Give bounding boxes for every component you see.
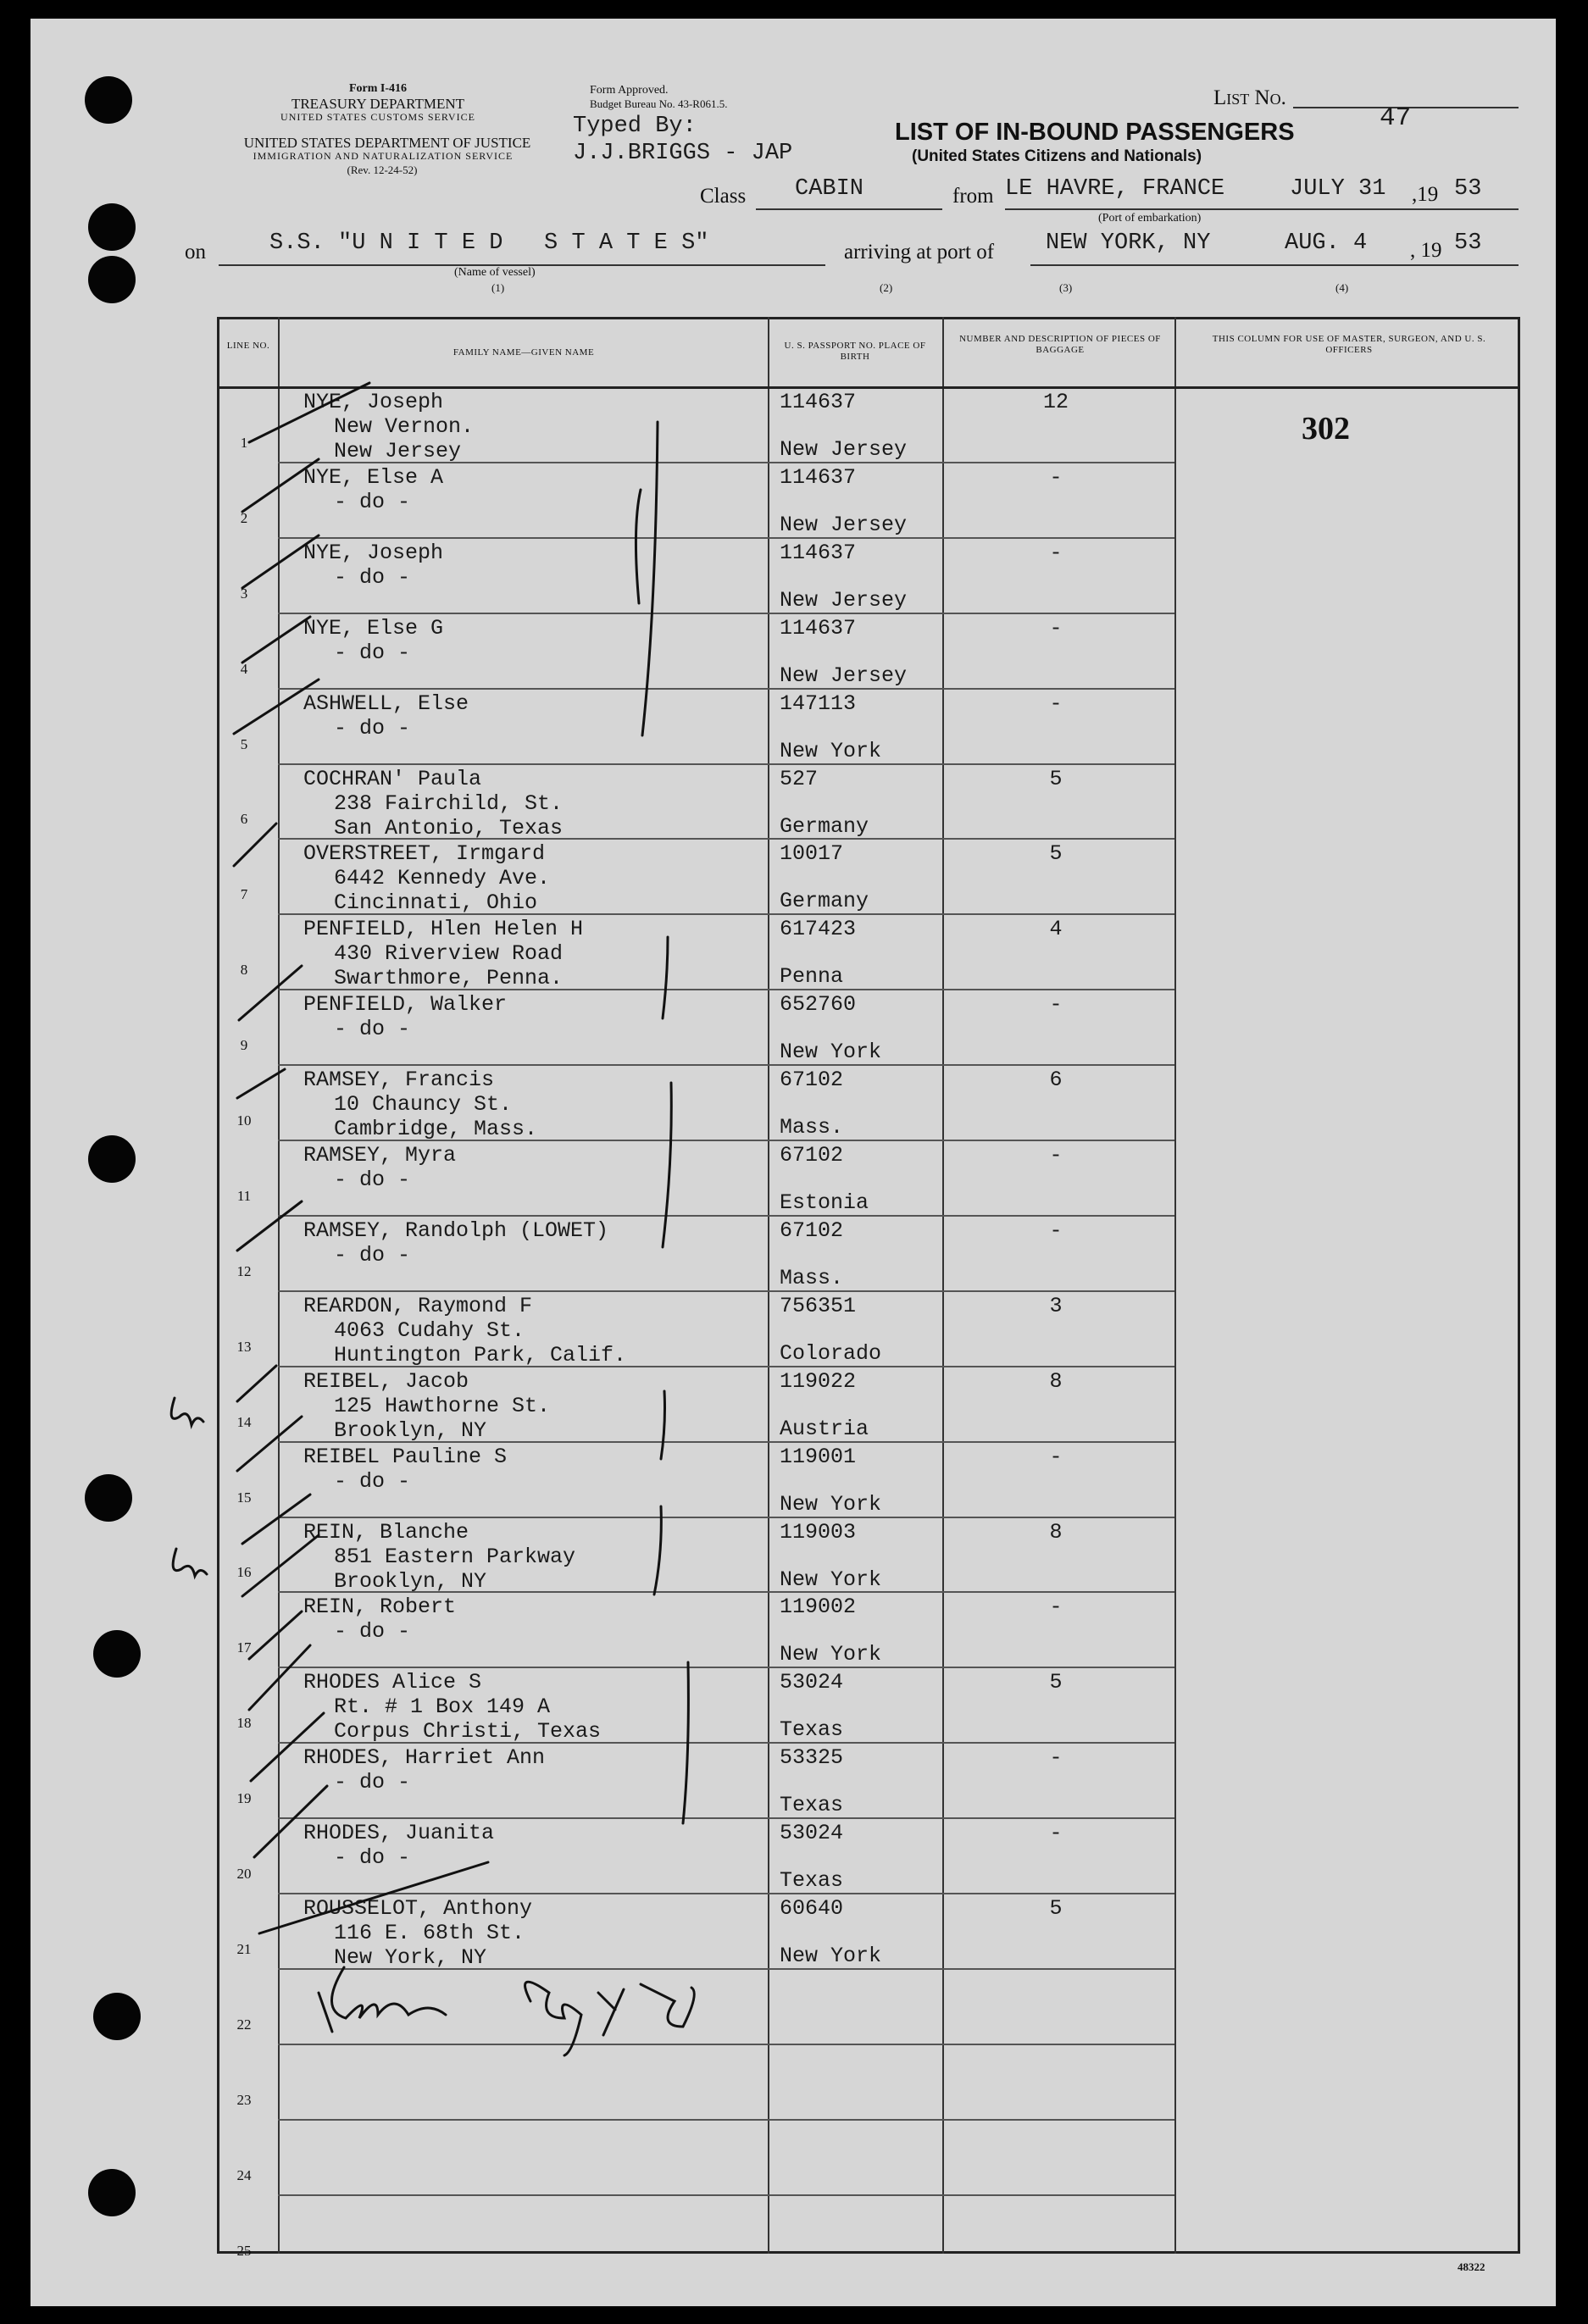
class-label: Class	[700, 185, 747, 208]
passport-number: 114637	[780, 615, 857, 641]
baggage-count: -	[1049, 1821, 1063, 1846]
passenger-name: RAMSEY, Myra	[303, 1143, 457, 1168]
passport-number: 67102	[780, 1068, 844, 1093]
passport-number: 114637	[780, 540, 857, 565]
passenger-name: REIN, Blanche	[303, 1519, 469, 1545]
baggage-count: -	[1049, 1745, 1063, 1771]
line-number: 21	[236, 1940, 252, 1957]
passport-number: 60640	[780, 1896, 844, 1921]
passenger-name: NYE, Joseph	[303, 540, 444, 565]
passport-number: 527	[780, 766, 819, 791]
col1-marker: (1)	[491, 281, 505, 294]
place-of-birth: New York	[780, 1491, 882, 1517]
passenger-address-line2: San Antonio, Texas	[334, 815, 564, 840]
arrival-date: AUG. 4	[1285, 230, 1368, 256]
line-number: 13	[236, 1338, 252, 1355]
col-officers: THIS COLUMN FOR USE OF MASTER, SURGEON, AND U. S. OFFICERS	[1212, 334, 1486, 355]
passenger-address-line1: 430 Riverview Road	[334, 941, 564, 967]
justice-dept: UNITED STATES DEPARTMENT OF JUSTICE	[243, 135, 531, 151]
passport-number: 119003	[780, 1519, 857, 1545]
passenger-address-line2: Cambridge, Mass.	[334, 1117, 538, 1142]
place-of-birth: New Jersey	[780, 663, 908, 688]
place-of-birth: Texas	[780, 1868, 844, 1894]
arriving-label: arriving at port of	[844, 241, 995, 263]
passenger-name: COCHRAN' Paula	[303, 766, 482, 791]
from-label: from	[952, 185, 994, 208]
line-number: 9	[240, 1037, 248, 1054]
passenger-name: RHODES, Harriet Ann	[303, 1745, 546, 1771]
passport-number: 10017	[780, 841, 844, 867]
punch-hole	[88, 1135, 136, 1183]
baggage-count: -	[1049, 540, 1063, 565]
place-of-birth: New York	[780, 1642, 882, 1667]
passenger-address-line2: Cincinnati, Ohio	[334, 890, 538, 916]
embarkation-year: 53	[1454, 176, 1482, 202]
baggage-count: -	[1049, 464, 1063, 490]
handwritten-check-marks	[31, 19, 1556, 2306]
passenger-address-line1: - do -	[334, 1619, 411, 1645]
passenger-address-line1: 125 Hawthorne St.	[334, 1393, 551, 1418]
col4-marker: (4)	[1335, 281, 1349, 294]
list-no-label: List No.	[1213, 86, 1286, 109]
punch-hole	[88, 2169, 136, 2216]
line-number: 1	[240, 434, 248, 451]
line-number: 18	[236, 1715, 252, 1732]
line-number: 22	[236, 2016, 252, 2033]
line-number: 25	[236, 2242, 252, 2259]
place-of-birth: Texas	[780, 1717, 844, 1743]
passenger-name: OVERSTREET, Irmgard	[303, 841, 546, 867]
revision: (Rev. 12-24-52)	[347, 164, 418, 176]
punch-hole	[88, 256, 136, 303]
place-of-birth: Texas	[780, 1793, 844, 1818]
passenger-address-line1: 6442 Kennedy Ave.	[334, 866, 551, 891]
passenger-name: REIBEL Pauline S	[303, 1444, 508, 1469]
baggage-count: 5	[1049, 841, 1063, 867]
line-number: 23	[236, 2091, 252, 2108]
passenger-address-line2: Brooklyn, NY	[334, 1417, 487, 1443]
passenger-address-line1: 116 E. 68th St.	[334, 1921, 525, 1945]
passport-number: 53325	[780, 1745, 844, 1771]
passenger-class: CABIN	[795, 176, 864, 202]
baggage-count: 5	[1049, 1896, 1063, 1921]
baggage-count: 6	[1049, 1068, 1063, 1093]
passenger-address-line1: 851 Eastern Parkway	[334, 1544, 576, 1569]
passenger-address-line1: Rt. # 1 Box 149 A	[334, 1694, 551, 1720]
document-title: LIST OF IN-BOUND PASSENGERS	[895, 119, 1295, 146]
passenger-name: NYE, Else A	[303, 464, 444, 490]
port-of-embarkation: LE HAVRE, FRANCE	[1005, 176, 1225, 202]
baggage-count: 12	[1042, 390, 1069, 414]
line-number: 6	[240, 811, 248, 828]
passenger-address-line1: - do -	[334, 564, 411, 590]
line-number: 12	[236, 1262, 252, 1279]
passport-number: 114637	[780, 390, 857, 414]
passenger-address-line2: Huntington Park, Calif.	[334, 1342, 627, 1367]
passenger-name: PENFIELD, Hlen Helen H	[303, 917, 584, 942]
baggage-count: -	[1049, 1444, 1063, 1469]
passenger-address-line1: - do -	[334, 1168, 411, 1192]
baggage-count: 3	[1049, 1293, 1063, 1318]
passport-number: 147113	[780, 691, 857, 716]
passport-number: 114637	[780, 464, 857, 490]
passenger-name: REIN, Robert	[303, 1595, 457, 1620]
place-of-birth: Estonia	[780, 1190, 869, 1215]
place-of-birth: New Jersey	[780, 437, 908, 462]
line-number: 20	[236, 1866, 252, 1882]
passenger-address-line1: 4063 Cudahy St.	[334, 1317, 525, 1343]
passport-number: 119022	[780, 1368, 857, 1394]
baggage-count: -	[1049, 1143, 1063, 1168]
passport-number: 53024	[780, 1670, 844, 1695]
baggage-count: 8	[1049, 1519, 1063, 1545]
on-label: on	[185, 241, 206, 263]
punch-hole	[85, 76, 132, 124]
typed-by-label: Typed By:	[573, 114, 697, 139]
line-number: 24	[236, 2166, 252, 2183]
place-of-birth: New York	[780, 1040, 882, 1065]
place-of-birth: New York	[780, 1567, 882, 1592]
col-line-no: LINE NO.	[226, 341, 270, 351]
document-subtitle: (United States Citizens and Nationals)	[912, 147, 1202, 165]
line-number: 2	[240, 509, 248, 526]
place-of-birth: Germany	[780, 813, 869, 839]
passport-number: 119001	[780, 1444, 857, 1469]
baggage-count: -	[1049, 992, 1063, 1018]
place-of-birth: New Jersey	[780, 587, 908, 613]
treasury-dept: TREASURY DEPARTMENT	[291, 96, 465, 112]
baggage-count: -	[1049, 615, 1063, 641]
line-number: 15	[236, 1489, 252, 1506]
baggage-count: -	[1049, 1217, 1063, 1243]
place-of-birth: New York	[780, 1944, 882, 1968]
customs-service: UNITED STATES CUSTOMS SERVICE	[280, 111, 475, 123]
line-number: 16	[236, 1564, 252, 1581]
col-passport: U. S. PASSPORT NO. PLACE OF BIRTH	[784, 341, 926, 362]
passport-number: 67102	[780, 1143, 844, 1168]
col3-marker: (3)	[1059, 281, 1073, 294]
place-of-birth: Mass.	[780, 1115, 844, 1140]
passenger-address-line1: - do -	[334, 715, 411, 740]
vessel-caption: (Name of vessel)	[454, 266, 536, 279]
officer-note: 302	[1302, 411, 1350, 446]
line-number: 17	[236, 1639, 252, 1656]
place-of-birth: New Jersey	[780, 512, 908, 537]
place-of-birth: Colorado	[780, 1340, 882, 1366]
embarkation-year-prefix: ,19	[1412, 183, 1439, 206]
passenger-address-line2: Brooklyn, NY	[334, 1568, 487, 1594]
line-number: 11	[236, 1187, 252, 1204]
vessel-name: S.S. "U N I T E D S T A T E S"	[269, 230, 709, 256]
budget-bureau: Budget Bureau No. 43-R061.5.	[590, 97, 728, 110]
list-no: 47	[1380, 103, 1412, 133]
passenger-name: ROUSSELOT, Anthony	[303, 1896, 533, 1921]
embarkation-date: JULY 31	[1290, 176, 1386, 202]
baggage-count: 5	[1049, 766, 1063, 791]
place-of-birth: New York	[780, 738, 882, 763]
place-of-birth: Mass.	[780, 1265, 844, 1290]
line-number: 10	[236, 1112, 252, 1129]
passenger-address-line2: Corpus Christi, Texas	[334, 1719, 602, 1744]
passenger-address-line2: Swarthmore, Penna.	[334, 966, 564, 991]
passenger-name: ASHWELL, Else	[303, 691, 469, 716]
passport-number: 756351	[780, 1293, 857, 1318]
place-of-birth: Austria	[780, 1416, 869, 1441]
punch-hole	[93, 1630, 141, 1678]
line-number: 3	[240, 585, 248, 602]
line-number: 19	[236, 1790, 252, 1807]
passenger-address-line1: - do -	[334, 1770, 411, 1795]
line-number: 8	[240, 962, 248, 979]
form-approved: Form Approved.	[590, 84, 669, 97]
immigration-service: IMMIGRATION AND NATURALIZATION SERVICE	[253, 150, 514, 162]
baggage-count: -	[1049, 691, 1063, 716]
passenger-name: PENFIELD, Walker	[303, 992, 508, 1018]
arrival-port: NEW YORK, NY	[1046, 230, 1211, 256]
baggage-count: 5	[1049, 1670, 1063, 1695]
passenger-address-line1: 238 Fairchild, St.	[334, 790, 564, 816]
manifest-sheet	[31, 19, 1556, 2306]
passenger-address-line1: - do -	[334, 489, 411, 514]
form-number: Form I-416	[348, 82, 408, 95]
line-number: 14	[236, 1413, 252, 1430]
passport-number: 119002	[780, 1595, 857, 1620]
passenger-address-line1: - do -	[334, 1845, 411, 1871]
passenger-name: REIBEL, Jacob	[303, 1368, 469, 1394]
baggage-count: 4	[1049, 917, 1063, 942]
arrival-year: 53	[1454, 230, 1482, 256]
passenger-address-line1: New Vernon.	[334, 414, 475, 439]
passenger-name: REARDON, Raymond F	[303, 1293, 533, 1318]
passport-number: 67102	[780, 1217, 844, 1243]
arrival-year-prefix: , 19	[1410, 239, 1442, 262]
passport-number: 617423	[780, 917, 857, 942]
passenger-name: RHODES, Juanita	[303, 1821, 495, 1846]
punch-hole	[85, 1474, 132, 1522]
punch-hole	[88, 203, 136, 251]
passenger-address-line1: - do -	[334, 640, 411, 665]
passport-number: 53024	[780, 1821, 844, 1846]
passenger-name: RAMSEY, Randolph (LOWET)	[303, 1217, 609, 1243]
place-of-birth: Penna	[780, 964, 844, 990]
line-number: 7	[240, 886, 248, 903]
line-number: 5	[240, 735, 248, 752]
passenger-name: NYE, Joseph	[303, 390, 444, 414]
passenger-name: NYE, Else G	[303, 615, 444, 641]
port-embark-caption: (Port of embarkation)	[1098, 212, 1202, 225]
passenger-address-line1: - do -	[334, 1468, 411, 1494]
col-baggage: NUMBER AND DESCRIPTION OF PIECES OF BAGGAGE	[959, 334, 1161, 355]
place-of-birth: Germany	[780, 889, 869, 914]
passenger-address-line2: New York, NY	[334, 1945, 487, 1970]
line-number: 4	[240, 660, 248, 677]
passenger-address-line1: - do -	[334, 1017, 411, 1042]
passenger-address-line1: 10 Chauncy St.	[334, 1092, 513, 1118]
footer-code: 48322	[1458, 2260, 1485, 2273]
passenger-name: RAMSEY, Francis	[303, 1068, 495, 1093]
col-name: FAMILY NAME—GIVEN NAME	[453, 347, 595, 358]
baggage-count: 8	[1049, 1368, 1063, 1394]
baggage-count: -	[1049, 1595, 1063, 1620]
passenger-address-line1: - do -	[334, 1242, 411, 1267]
col2-marker: (2)	[880, 281, 893, 294]
passport-number: 652760	[780, 992, 857, 1018]
typed-by: J.J.BRIGGS - JAP	[573, 141, 793, 166]
passenger-address-line2: New Jersey	[334, 439, 462, 463]
punch-hole	[93, 1993, 141, 2040]
passenger-name: RHODES Alice S	[303, 1670, 482, 1695]
